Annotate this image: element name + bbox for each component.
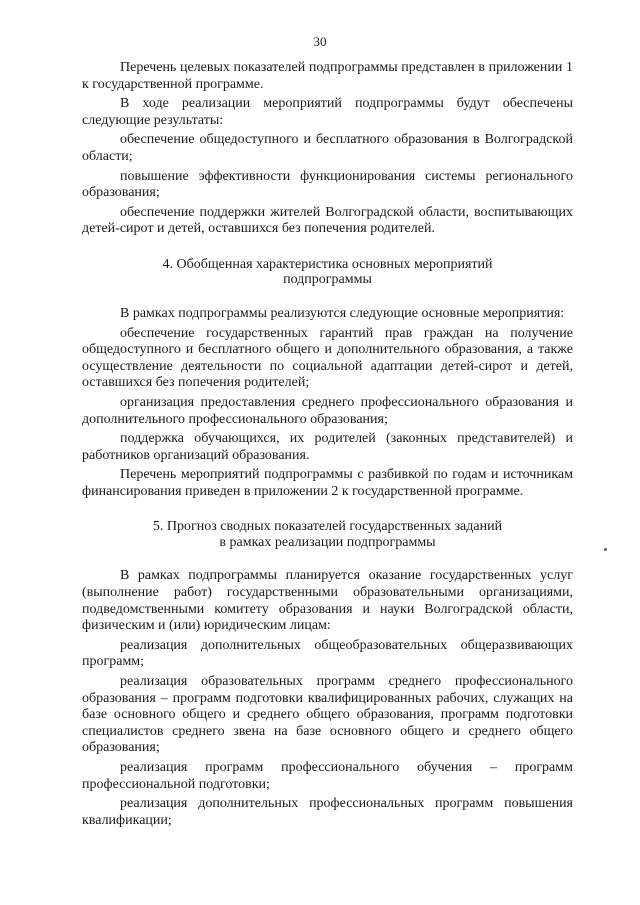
document-body [82,60,573,832]
paragraph: реализация дополнительных общеобразовательных общеразвивающих программ; [82,637,573,670]
paragraph: обеспечение общедоступного и бесплатного образования в Волгоградской области; [82,132,573,164]
section-4-heading [82,257,573,288]
paragraph: повышение эффективности функционирования системы регионального образования; [82,168,573,201]
paragraph: организация предоставления среднего профессионального образования и дополнительного профессионального образования; [82,394,573,427]
paragraph: Перечень мероприятий подпрограммы с разбивкой по годам и источникам финансирования приведен в приложении 2 к государственной программе. [82,467,573,499]
paragraph: реализация образовательных программ среднего профессионального образования – программ подготовки квалифицированных рабочих, служащих на базе основного общего и среднего общего образования, программ подготовки специалистов среднего звена на базе основного общего и среднего общего образования; [82,674,573,756]
paragraph: Перечень целевых показателей подпрограммы представлен в приложении 1 к государственной программе. [82,60,573,92]
section-5-heading [82,519,573,550]
section-heading-line: в рамках реализации подпрограммы [219,534,436,550]
paragraph: В рамках подпрограммы планируется оказание государственных услуг (выполнение работ) государственными образовательными организациями, подведомственными комитету образования и науки Волгоградской области, физическим и (или) юридическим лицам: [82,568,573,634]
page-number: 30 [313,34,327,49]
paragraph: реализация дополнительных профессиональных программ повышения квалификации; [82,796,573,828]
scan-mark [604,548,607,551]
paragraph: обеспечение поддержки жителей Волгоградской области, воспитывающих детей-сирот и детей, оставшихся без попечения родителей. [82,204,573,237]
paragraph: В рамках подпрограммы реализуются следующие основные мероприятия: [120,305,565,321]
paragraph: поддержка обучающихся, их родителей (законных представителей) и работников организаций образования. [82,431,573,463]
section-heading-line: подпрограммы [283,272,372,288]
section-heading-line: 5. Прогноз сводных показателей государственных заданий [152,519,503,535]
paragraph: обеспечение государственных гарантий прав граждан на получение общедоступного и бесплатного общего и дополнительного образования, а также осуществление деятельности по социальной адаптации детей-сирот и детей, оставшихся без попечения родителей; [82,325,573,391]
paragraph: В ходе реализации мероприятий подпрограммы будут обеспечены следующие результаты: [82,96,573,128]
section-heading-line: 4. Обобщенная характеристика основных мероприятий [162,256,493,272]
paragraph: реализация программ профессионального обучения – программ профессиональной подготовки; [82,760,573,792]
